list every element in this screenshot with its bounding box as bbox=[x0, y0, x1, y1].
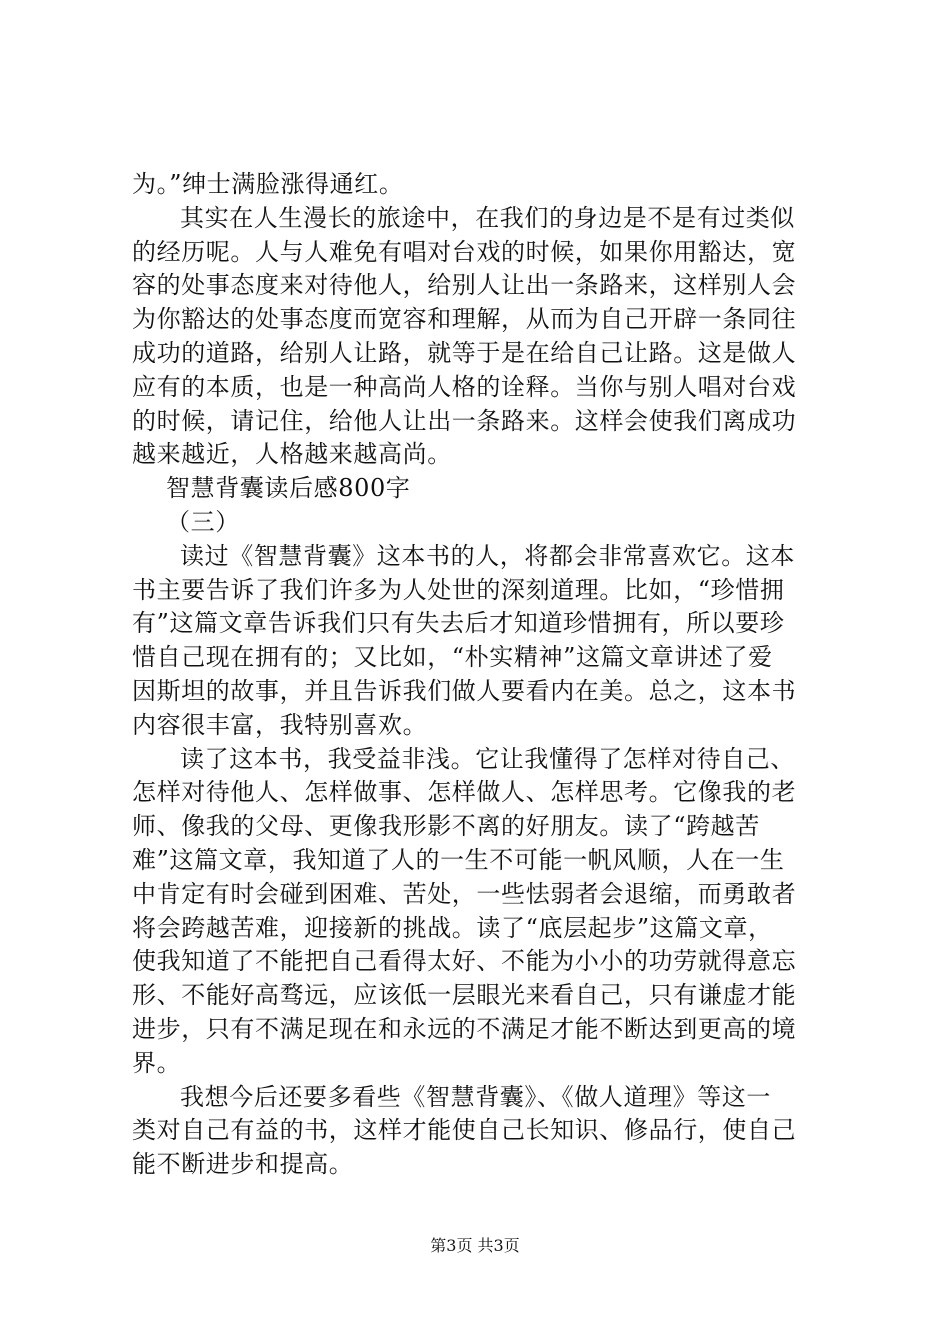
body-line: 怎样对待他人、怎样做事、怎样做人、怎样思考。它像我的老 bbox=[132, 778, 797, 807]
body-line: 为。”绅士满脸涨得通红。 bbox=[132, 170, 404, 198]
body-line: 的经历呢。人与人难免有唱对台戏的时候，如果你用豁达，宽 bbox=[132, 237, 797, 266]
paragraph-first-line: 读过《智慧背囊》这本书的人，将都会非常喜欢它。这本 bbox=[180, 541, 795, 570]
body-line: 有”这篇文章告诉我们只有失去后才知道珍惜拥有，所以要珍 bbox=[132, 609, 785, 638]
body-line: 惜自己现在拥有的；又比如，“朴实精神”这篇文章讲述了爱 bbox=[132, 643, 773, 672]
body-line: 进步，只有不满足现在和永远的不满足才能不断达到更高的境 bbox=[132, 1014, 797, 1043]
paragraph-first-line: 我想今后还要多看些《智慧背囊》、《做人道理》等这一 bbox=[180, 1082, 771, 1111]
body-line: 为你豁达的处事态度而宽容和理解，从而为自己开辟一条同往 bbox=[132, 305, 797, 334]
body-line: 容的处事态度来对待他人，给别人让出一条路来，这样别人会 bbox=[132, 271, 797, 300]
body-line: 类对自己有益的书，这样才能使自己长知识、修品行，使自己 bbox=[132, 1116, 797, 1145]
body-line: 越来越近，人格越来越高尚。 bbox=[132, 440, 452, 469]
body-line: 界。 bbox=[132, 1048, 182, 1077]
section-number: （三） bbox=[166, 507, 240, 536]
body-line: 内容很丰富，我特别喜欢。 bbox=[132, 710, 428, 739]
body-line: 难”这篇文章，我知道了人的一生不可能一帆风顺，人在一生 bbox=[132, 845, 785, 874]
body-line: 将会跨越苦难，迎接新的挑战。读了“底层起步”这篇文章， bbox=[132, 913, 773, 942]
body-line: 的时候，请记住，给他人让出一条路来。这样会使我们离成功 bbox=[132, 406, 797, 435]
document-body bbox=[132, 168, 832, 1182]
body-line: 形、不能好高骛远，应该低一层眼光来看自己，只有谦虚才能 bbox=[132, 981, 797, 1010]
body-line: 应有的本质，也是一种高尚人格的诠释。当你与别人唱对台戏 bbox=[132, 372, 797, 401]
body-line: 成功的道路，给别人让路，就等于是在给自己让路。这是做人 bbox=[132, 338, 797, 367]
paragraph-first-line: 读了这本书，我受益非浅。它让我懂得了怎样对待自己、 bbox=[180, 744, 795, 773]
body-line: 因斯坦的故事，并且告诉我们做人要看内在美。总之，这本书 bbox=[132, 676, 797, 705]
body-line: 书主要告诉了我们许多为人处世的深刻道理。比如，“珍惜拥 bbox=[132, 575, 785, 604]
body-line: 能不断进步和提高。 bbox=[132, 1150, 354, 1179]
paragraph-first-line: 其实在人生漫长的旅途中，在我们的身边是不是有过类似 bbox=[180, 203, 795, 232]
page-footer: 第3页 共3页 bbox=[430, 1236, 520, 1255]
body-line: 中肯定有时会碰到困难、苦处，一些怯弱者会退缩，而勇敢者 bbox=[132, 879, 797, 908]
section-title: 智慧背囊读后感800字 bbox=[166, 474, 411, 503]
body-line: 使我知道了不能把自己看得太好、不能为小小的功劳就得意忘 bbox=[132, 947, 797, 976]
body-line: 师、像我的父母、更像我形影不离的好朋友。读了“跨越苦 bbox=[132, 812, 760, 841]
